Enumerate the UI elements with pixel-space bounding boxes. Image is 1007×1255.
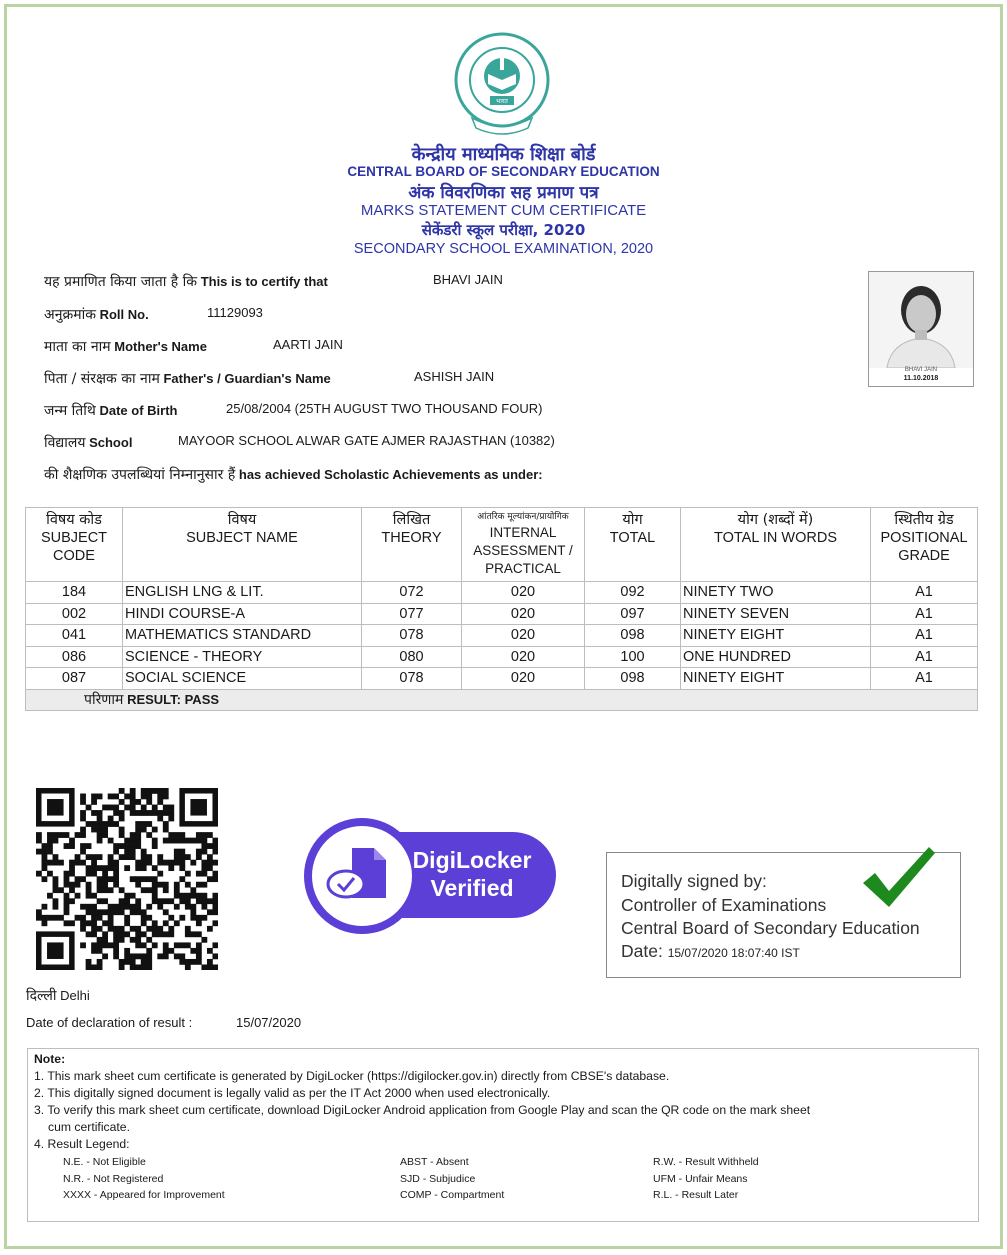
cbse-logo <box>452 28 552 136</box>
exam-title-english: SECONDARY SCHOOL EXAMINATION, 2020 <box>353 241 654 257</box>
legend-item: SJD - Subjudice <box>400 1173 476 1185</box>
subject-code: 041 <box>26 625 123 647</box>
col-total <box>585 508 681 582</box>
internal-marks: 020 <box>462 582 585 604</box>
total-in-words: ONE HUNDRED <box>681 646 871 668</box>
roll-english: Roll No. <box>99 307 149 322</box>
signature-date-value: 15/07/2020 18:07:40 IST <box>667 946 800 960</box>
note-item-4: 4. Result Legend: <box>34 1137 130 1151</box>
positional-grade: A1 <box>871 625 978 647</box>
table-row <box>26 646 978 668</box>
result-hindi: परिणाम <box>84 691 124 708</box>
qr-code[interactable] <box>36 788 218 970</box>
school-english: School <box>89 435 133 450</box>
digilocker-label: DigiLocker <box>412 847 532 873</box>
positional-grade: A1 <box>871 582 978 604</box>
subject-code: 002 <box>26 603 123 625</box>
mother-name: AARTI JAIN <box>273 337 343 352</box>
father-english: Father's / Guardian's Name <box>163 371 331 386</box>
school-name: MAYOOR SCHOOL ALWAR GATE AJMER RAJASTHAN (10382) <box>178 433 555 448</box>
table-row <box>26 668 978 690</box>
internal-marks: 020 <box>462 603 585 625</box>
table-row <box>26 582 978 604</box>
mother-hindi: माता का नाम <box>44 339 111 355</box>
signature-date-label: Date: <box>621 941 663 961</box>
total-marks: 097 <box>585 603 681 625</box>
subject-code: 087 <box>26 668 123 690</box>
note-item-2: 2. This digitally signed document is legally valid as per the IT Act 2000 when used electronically. <box>34 1086 551 1100</box>
legend-item: UFM - Unfair Means <box>653 1173 748 1185</box>
total-in-words: NINETY SEVEN <box>681 603 871 625</box>
subject-name: MATHEMATICS STANDARD <box>123 625 362 647</box>
note-box <box>27 1048 979 1222</box>
col-total-en: TOTAL <box>609 530 656 546</box>
result-status: RESULT: PASS <box>127 691 220 707</box>
col-grade-hindi: स्थितीय ग्रेड <box>894 512 954 528</box>
declaration-label: Date of declaration of result : <box>26 1015 193 1030</box>
legend-item: XXXX - Appeared for Improvement <box>63 1189 225 1201</box>
subject-name: ENGLISH LNG & LIT. <box>123 582 362 604</box>
internal-marks: 020 <box>462 625 585 647</box>
result-cell <box>26 689 978 711</box>
total-marks: 098 <box>585 625 681 647</box>
roll-number: 11129093 <box>207 305 263 320</box>
table-row <box>26 603 978 625</box>
roll-hindi: अनुक्रमांक <box>44 307 96 323</box>
student-photo-image <box>869 272 973 368</box>
theory-marks: 080 <box>362 646 462 668</box>
marks-table <box>25 507 978 711</box>
col-ia-en3: PRACTICAL <box>485 561 561 576</box>
col-words-hindi: योग (शब्दों में) <box>737 512 814 528</box>
total-in-words: NINETY TWO <box>681 582 871 604</box>
mother-line <box>44 337 343 356</box>
subject-code: 184 <box>26 582 123 604</box>
internal-marks: 020 <box>462 668 585 690</box>
theory-marks: 078 <box>362 668 462 690</box>
col-internal-assessment <box>462 508 585 582</box>
dob-english: Date of Birth <box>99 403 178 418</box>
signer-organisation: Central Board of Secondary Education <box>621 918 920 938</box>
verified-label: Verified <box>430 875 514 901</box>
col-ia-en1: INTERNAL <box>489 525 557 540</box>
father-hindi: पिता / संरक्षक का नाम <box>44 371 160 387</box>
subject-name: SCIENCE - THEORY <box>123 646 362 668</box>
col-positional-grade <box>871 508 978 582</box>
checkmark-icon <box>859 843 939 913</box>
table-header-row <box>26 508 978 582</box>
legend-item: N.E. - Not Eligible <box>63 1156 146 1168</box>
total-marks: 098 <box>585 668 681 690</box>
positional-grade: A1 <box>871 646 978 668</box>
signature-date-line <box>621 941 800 962</box>
place-line <box>26 986 90 1005</box>
col-subject-name <box>123 508 362 582</box>
theory-marks: 072 <box>362 582 462 604</box>
col-subject-code <box>26 508 123 582</box>
school-hindi: विद्यालय <box>44 435 86 451</box>
logo-motto-center: भारत <box>496 98 508 105</box>
note-title: Note: <box>34 1052 66 1066</box>
doc-title-hindi: अंक विवरणिका सह प्रमाण पत्र <box>408 183 599 203</box>
digital-signature-box <box>606 852 961 978</box>
mother-english: Mother's Name <box>114 339 207 354</box>
declaration-line <box>26 1015 302 1030</box>
certify-line <box>44 272 503 291</box>
positional-grade: A1 <box>871 603 978 625</box>
exam-title-hindi: सेकेंडरी स्कूल परीक्षा, 2020 <box>421 221 586 239</box>
achievement-hindi: की शैक्षणिक उपलब्धियां निम्नानुसार हैं <box>44 467 236 483</box>
col-words-en: TOTAL IN WORDS <box>714 530 837 546</box>
student-photo <box>868 271 974 387</box>
table-row <box>26 625 978 647</box>
photo-caption-date: 11.10.2018 <box>903 375 939 382</box>
col-total-hindi: योग <box>622 512 643 528</box>
student-name: BHAVI JAIN <box>433 272 503 287</box>
subject-code: 086 <box>26 646 123 668</box>
col-code-hindi: विषय कोड <box>46 512 102 528</box>
note-item-1: 1. This mark sheet cum certificate is generated by DigiLocker (https://digilocker.gov.in) directly from CBSE's database. <box>34 1069 670 1083</box>
father-name: ASHISH JAIN <box>414 369 495 384</box>
date-of-birth: 25/08/2004 (25TH AUGUST TWO THOUSAND FOUR) <box>226 401 543 416</box>
legend-item: ABST - Absent <box>400 1156 469 1168</box>
note-item-3-cont: cum certificate. <box>48 1120 130 1134</box>
roll-line <box>44 305 263 324</box>
col-total-in-words <box>681 508 871 582</box>
col-code-en1: SUBJECT <box>40 530 108 546</box>
col-theory <box>362 508 462 582</box>
theory-marks: 077 <box>362 603 462 625</box>
col-code-en2: CODE <box>53 548 95 564</box>
col-grade-en2: GRADE <box>898 548 950 564</box>
signer-title: Controller of Examinations <box>621 895 827 915</box>
col-name-hindi: विषय <box>227 512 257 528</box>
legend-item: R.L. - Result Later <box>653 1189 739 1201</box>
digilocker-verified-badge <box>302 814 560 938</box>
place-hindi: दिल्ली <box>26 988 57 1004</box>
total-in-words: NINETY EIGHT <box>681 668 871 690</box>
place-english: Delhi <box>60 988 90 1003</box>
achievement-line <box>44 465 543 484</box>
col-grade-en1: POSITIONAL <box>880 530 968 546</box>
legend-item: N.R. - Not Registered <box>63 1173 164 1185</box>
positional-grade: A1 <box>871 668 978 690</box>
photo-caption-name: BHAVI JAIN <box>904 367 938 373</box>
dob-hindi: जन्म तिथि <box>44 403 96 419</box>
dob-line <box>44 401 543 420</box>
signed-by: Digitally signed by: <box>621 871 767 891</box>
school-line <box>44 433 555 452</box>
achievement-english: has achieved Scholastic Achievements as under: <box>238 467 543 482</box>
declaration-date: 15/07/2020 <box>236 1015 302 1030</box>
col-theory-en: THEORY <box>381 530 442 546</box>
doc-title-english: MARKS STATEMENT CUM CERTIFICATE <box>360 202 647 219</box>
note-item-3: 3. To verify this mark sheet cum certificate, download DigiLocker Android application from Google Play and scan the QR code on the mark sheet <box>34 1103 811 1117</box>
col-theory-hindi: लिखित <box>392 512 431 528</box>
father-line <box>44 369 495 388</box>
board-name-hindi: केन्द्रीय माध्यमिक शिक्षा बोर्ड <box>411 144 596 165</box>
certify-hindi: यह प्रमाणित किया जाता है कि <box>44 274 198 290</box>
legend-item: COMP - Compartment <box>400 1189 505 1201</box>
subject-name: SOCIAL SCIENCE <box>123 668 362 690</box>
col-ia-en2: ASSESSMENT / <box>473 543 573 558</box>
board-name-english: CENTRAL BOARD OF SECONDARY EDUCATION <box>347 164 660 179</box>
subject-name: HINDI COURSE-A <box>123 603 362 625</box>
total-marks: 092 <box>585 582 681 604</box>
internal-marks: 020 <box>462 646 585 668</box>
theory-marks: 078 <box>362 625 462 647</box>
col-ia-hindi: आंतरिक मूल्यांकन/प्रायोगिक <box>477 512 569 522</box>
result-row <box>26 689 978 711</box>
total-marks: 100 <box>585 646 681 668</box>
col-name-en: SUBJECT NAME <box>186 530 298 546</box>
legend-item: R.W. - Result Withheld <box>653 1156 759 1168</box>
total-in-words: NINETY EIGHT <box>681 625 871 647</box>
certify-english: This is to certify that <box>200 274 328 289</box>
